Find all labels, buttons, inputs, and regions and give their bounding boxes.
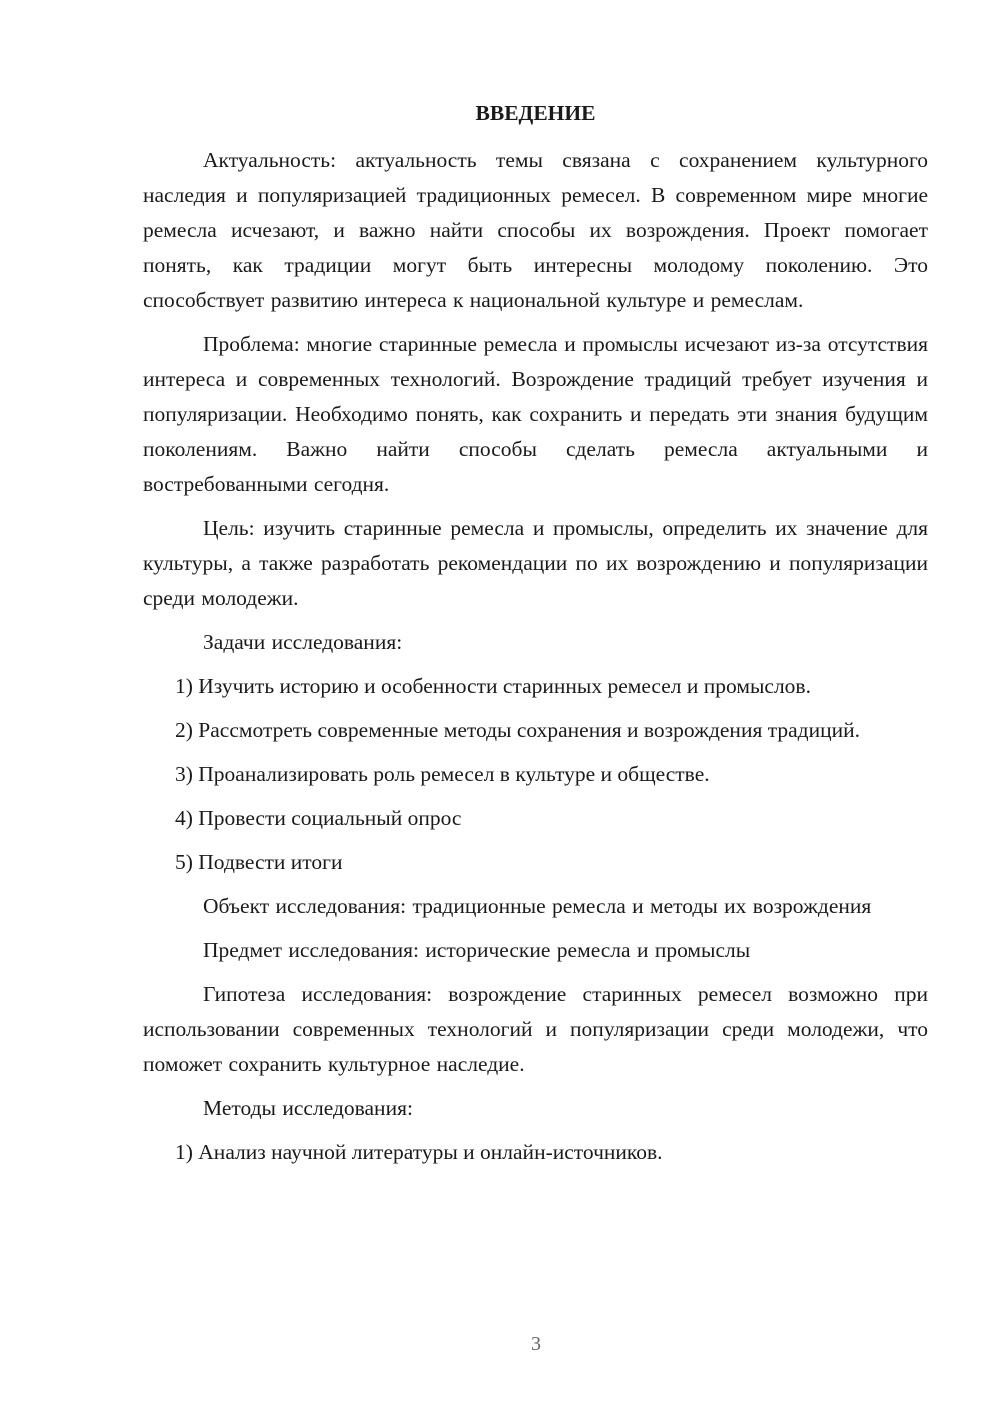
list-item-task-4: 4) Провести социальный опрос: [175, 806, 462, 830]
page-number: 3: [531, 1333, 541, 1355]
paragraph-goal: Цель: изучить старинные ремесла и промыслы, определить их значение для культуры, а также разработать рекомендации по их возрождению и популяризации среди молодежи.: [143, 516, 928, 610]
page-title: ВВЕДЕНИЕ: [475, 101, 596, 125]
list-item-method-1: 1) Анализ научной литературы и онлайн-источников.: [175, 1140, 663, 1164]
list-item-task-1: 1) Изучить историю и особенности старинных ремесел и промыслов.: [175, 674, 811, 698]
methods-heading: Методы исследования:: [203, 1096, 413, 1120]
list-item-task-3: 3) Проанализировать роль ремесел в культуре и обществе.: [175, 762, 710, 786]
paragraph-hypothesis: Гипотеза исследования: возрождение старинных ремесел возможно при использовании современных технологий и популяризации среди молодежи, что поможет сохранить культурное наследие.: [143, 982, 928, 1076]
paragraph-object: Объект исследования: традиционные ремесла и методы их возрождения: [203, 894, 872, 918]
paragraph-problem: Проблема: многие старинные ремесла и промыслы исчезают из-за отсутствия интереса и современных технологий. Возрождение традиций требует изучения и популяризации. Необходимо понять, как сохранить и передать эти знания будущим поколениям. Важно найти способы сделать ремесла актуальными и востребованными сегодня.: [143, 332, 928, 496]
tasks-heading: Задачи исследования:: [203, 630, 403, 654]
paragraph-subject: Предмет исследования: исторические ремесла и промыслы: [203, 938, 751, 962]
document-page: [143, 96, 928, 1179]
list-item-task-5: 5) Подвести итоги: [175, 850, 343, 874]
paragraph-relevance: Актуальность: актуальность темы связана с сохранением культурного наследия и популяризацией традиционных ремесел. В современном мире многие ремесла исчезают, и важно найти способы их возрождения. Проект помогает понять, как традиции могут быть интересны молодому поколению. Это способствует развитию интереса к национальной культуре и ремеслам.: [143, 148, 928, 312]
list-item-task-2: 2) Рассмотреть современные методы сохранения и возрождения традиций.: [175, 718, 860, 742]
